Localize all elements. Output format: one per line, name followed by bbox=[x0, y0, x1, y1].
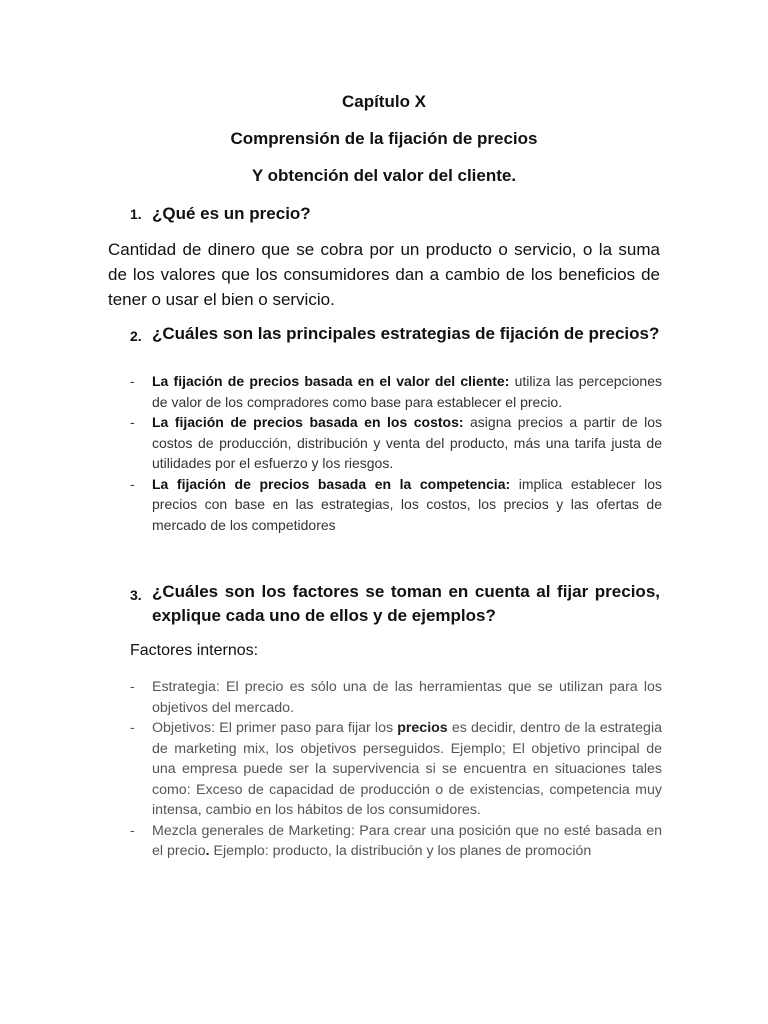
list-item: - La fijación de precios basada en la competencia: implica establecer los precios con base en las estrategias, los costos, los precios y las ofertas de mercado de los competidores bbox=[130, 475, 662, 533]
answer-1-paragraph: Cantidad de dinero que se cobra por un producto o servicio, o la suma de los valores que los consumidores dan a cambio de los beneficios de tener o usar el bien o servicio. bbox=[108, 240, 660, 309]
internal-factors-heading: Factores internos: bbox=[130, 642, 259, 659]
list-item: - Estrategia: El precio es sólo una de las herramientas que se utilizan para los objetivos del mercado. bbox=[130, 679, 662, 716]
question-1 bbox=[130, 202, 660, 226]
question-3-text: ¿Cuáles son los factores se toman en cuenta al fijar precios, explique cada uno de ellos y de ejemplos? bbox=[152, 582, 660, 625]
question-3 bbox=[130, 580, 660, 628]
title-line-1: Comprensión de la fijación de precios bbox=[230, 129, 538, 148]
question-2-text: ¿Cuáles son las principales estrategias de fijación de precios? bbox=[152, 324, 660, 343]
question-1-text: ¿Qué es un precio? bbox=[152, 204, 311, 223]
question-1-number: 1. bbox=[130, 206, 142, 222]
strategies-list bbox=[130, 371, 662, 535]
question-3-number: 3. bbox=[130, 587, 142, 603]
list-item: - La fijación de precios basada en el valor del cliente: utiliza las percepciones de valor de los compradores como base para establecer el precio. bbox=[130, 373, 662, 410]
title-line-2: Y obtención del valor del cliente. bbox=[251, 166, 517, 185]
factors-list bbox=[130, 677, 662, 862]
question-2 bbox=[130, 322, 660, 346]
list-item: - La fijación de precios basada en los costos: asigna precios a partir de los costos de producción, distribución y venta del producto, más una tarifa justa de utilidades por el esfuerzo y los riesgos. bbox=[130, 414, 663, 471]
chapter-heading: Capítulo X bbox=[341, 92, 427, 111]
list-item: - Objetivos: El primer paso para fijar los precios es decidir, dentro de la estrategia de marketing mix, los objetivos perseguidos. Ejemplo; El objetivo principal de una empresa puede ser la supervivencia si se encuentra en situaciones tales como: Exceso de capacidad de producción o de existencias, competencia muy intensa, cambio en los hábitos de los consumidores. bbox=[130, 720, 662, 818]
question-2-number: 2. bbox=[130, 328, 142, 344]
list-item: - Mezcla generales de Marketing: Para crear una posición que no esté basada en el precio. Ejemplo: producto, la distribución y los planes de promoción bbox=[130, 822, 662, 859]
